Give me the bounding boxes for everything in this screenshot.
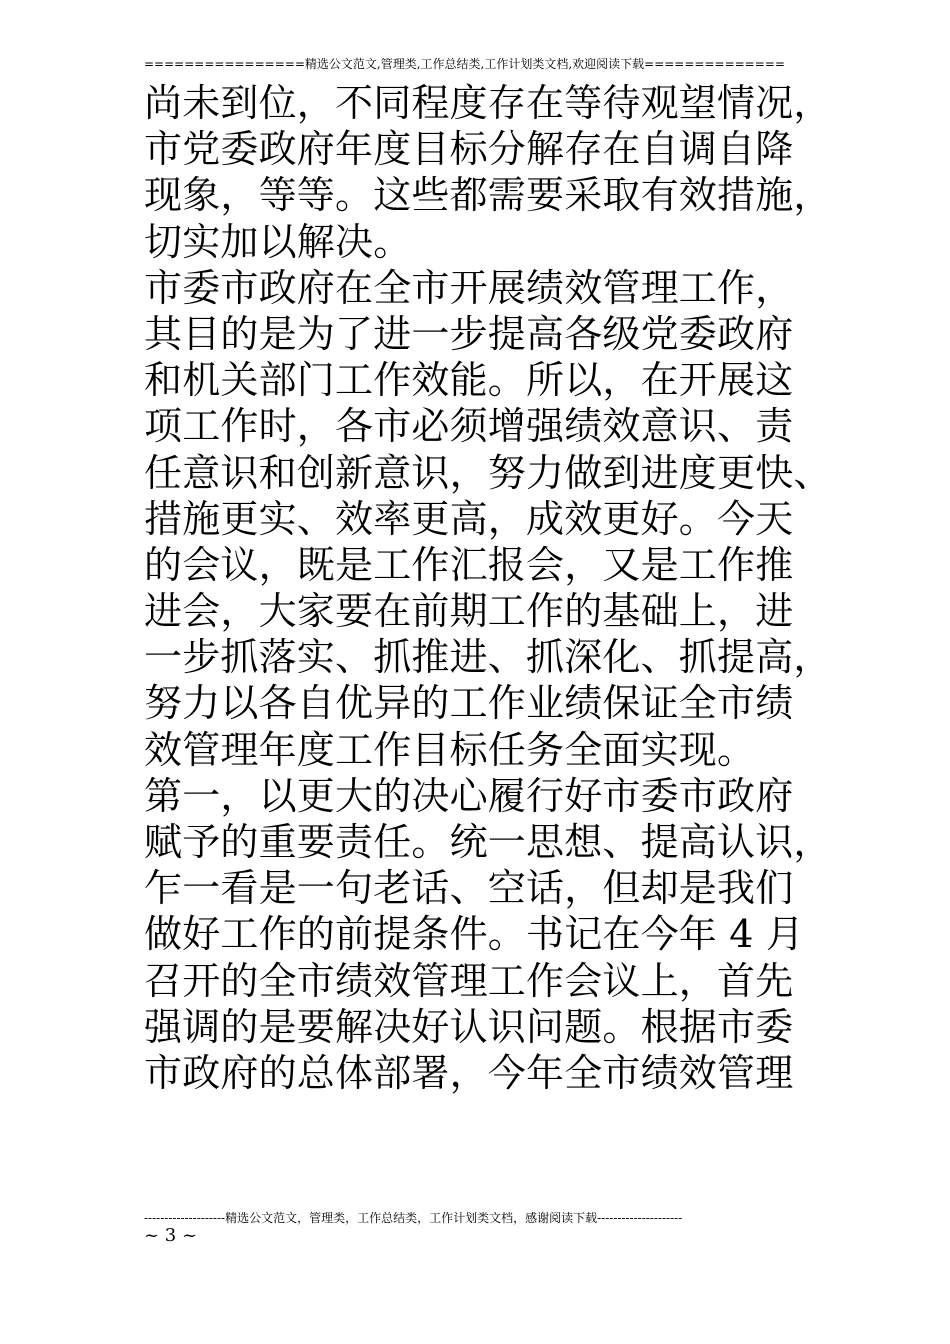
- body-line: 市党委政府年度目标分解存在自调自降: [144, 127, 794, 172]
- body-line: 切实加以解决。: [144, 219, 412, 264]
- body-line: 做好工作的前提条件。书记在今年 4 月: [144, 912, 805, 957]
- page-number: ~ 3 ~: [144, 1225, 198, 1246]
- document-body: [144, 80, 832, 1096]
- body-line: 的会议，既是工作汇报会，又是工作推: [144, 542, 794, 587]
- body-line: 召开的全市绩效管理工作会议上，首先: [144, 958, 794, 1003]
- body-line: 尚未到位，不同程度存在等待观望情况，: [144, 81, 832, 125]
- body-line: 和机关部门工作效能。所以，在开展这: [144, 358, 794, 403]
- body-line: 强调的是要解决好认识问题。根据市委: [144, 1004, 794, 1049]
- page-footer: --------------------精选公文范文，管理类，工作总结类，工作计划类文档，感谢阅读下载---------------------: [144, 1211, 683, 1225]
- body-line: 其目的是为了进一步提高各级党委政府: [144, 311, 794, 356]
- body-line: 措施更实、效率更高，成效更好。今天: [144, 496, 794, 541]
- body-line: 赋予的重要责任。统一思想、提高认识，: [144, 820, 832, 864]
- body-line: 进会，大家要在前期工作的基础上，进: [144, 589, 794, 634]
- body-line: 市政府的总体部署，今年全市绩效管理: [144, 1050, 794, 1095]
- body-line: 第一，以更大的决心履行好市委市政府: [144, 773, 794, 818]
- body-line: 项工作时，各市必须增强绩效意识、责: [144, 404, 794, 449]
- body-line: 市委市政府在全市开展绩效管理工作，: [144, 265, 794, 310]
- page-header: ================精选公文范文,管理类,工作总结类,工作计划类文档,欢迎阅读下载==============: [144, 57, 785, 71]
- body-line: 现象，等等。这些都需要采取有效措施，: [144, 173, 832, 218]
- body-line: 一步抓落实、抓推进、抓深化、抓提高，: [144, 635, 832, 680]
- body-line: 乍一看是一句老话、空话，但却是我们: [144, 866, 794, 911]
- body-line: 效管理年度工作目标任务全面实现。: [144, 727, 756, 772]
- body-line: 努力以各自优异的工作业绩保证全市绩: [144, 681, 794, 726]
- body-line: 任意识和创新意识，努力做到进度更快、: [144, 450, 832, 495]
